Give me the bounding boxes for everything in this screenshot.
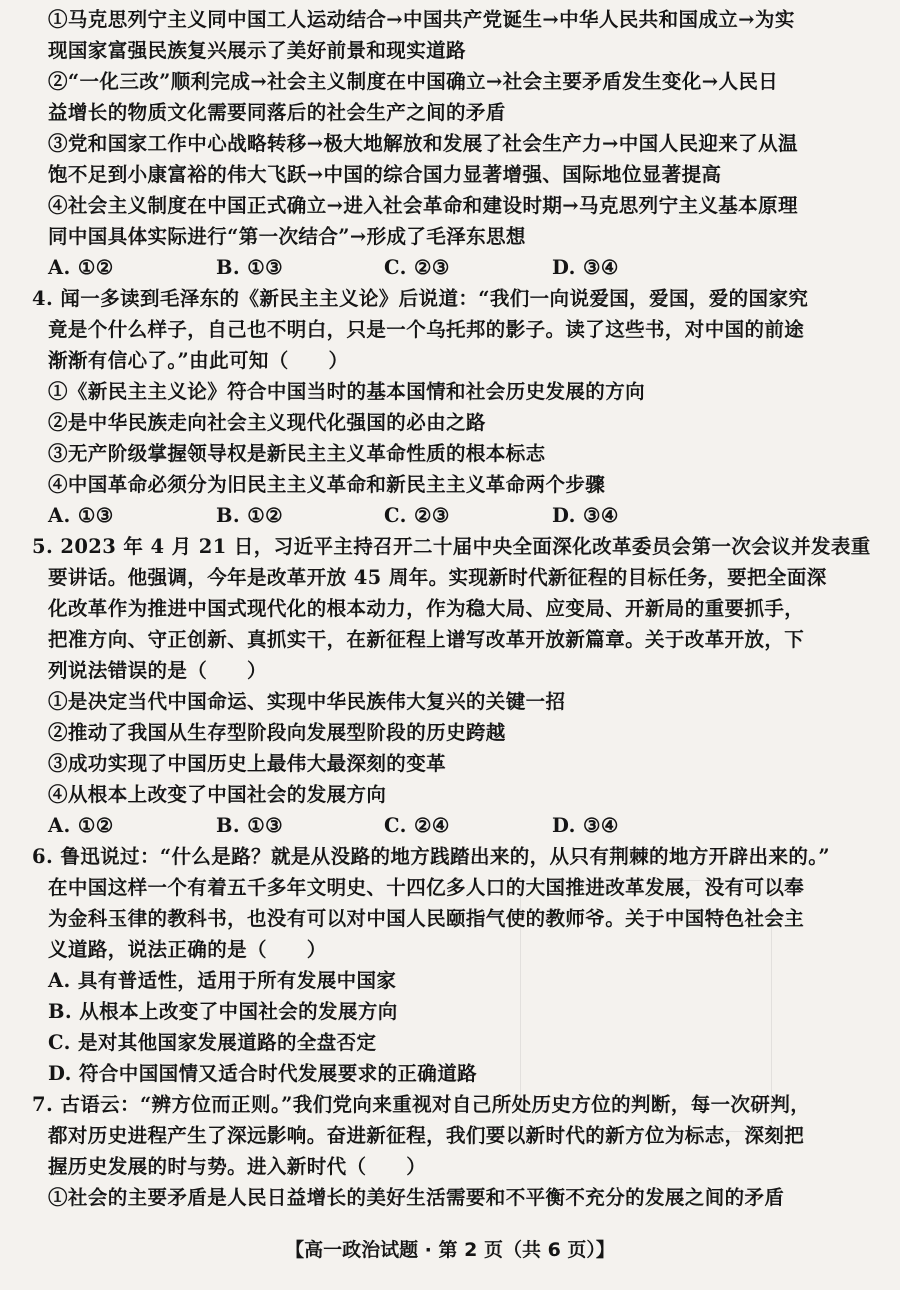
q5-stem-line: 化改革作为推进中国式现代化的根本动力，作为稳大局、应变局、开新局的重要抓手， [48,597,805,620]
q3-item-line: ②“一化三改”顺利完成→社会主义制度在中国确立→社会主要矛盾发生变化→人民日 [48,70,779,93]
q6-stem-line: 义道路，说法正确的是（ ） [48,938,327,961]
q3-option-c[interactable]: C. ②③ [384,256,450,279]
q3-item-line: ④社会主义制度在中国正式确立→进入社会革命和建设时期→马克思列宁主义基本原理 [48,194,798,217]
q3-item-line: 饱不足到小康富裕的伟大飞跃→中国的综合国力显著增强、国际地位显著提高 [48,163,722,186]
q7-stem-line: 7. 古语云：“辨方位而正则。”我们党向来重视对自己所处历史方位的判断，每一次研判， [32,1093,811,1116]
page-footer: 【高一政治试题 · 第 2 页（共 6 页）】 [285,1239,615,1261]
q5-option-c[interactable]: C. ②④ [384,814,450,837]
q3-item-line: ③党和国家工作中心战略转移→极大地解放和发展了社会生产力→中国人民迎来了从温 [48,132,798,155]
q5-stem-line: 把准方向、守正创新、真抓实干，在新征程上谱写改革开放新篇章。关于改革开放，下 [48,628,805,651]
q4-stem-line: 4. 闻一多读到毛泽东的《新民主主义论》后说道：“我们一向说爱国，爱国，爱的国家究 [32,287,809,310]
q4-stem-line: 渐渐有信心了。”由此可知（ ） [48,349,349,372]
q6-stem-line: 6. 鲁迅说过：“什么是路？就是从没路的地方践踏出来的，从只有荆棘的地方开辟出来的。” [32,845,831,868]
q5-stem-line: 5. 2023 年 4 月 21 日，习近平主持召开二十届中央全面深化改革委员会第一次会议并发表重 [32,535,871,558]
q3-item-line: 益增长的物质文化需要同落后的社会生产之间的矛盾 [48,101,506,124]
q5-item-line: ②推动了我国从生存型阶段向发展型阶段的历史跨越 [48,721,506,744]
q3-item-line: ①马克思列宁主义同中国工人运动结合→中国共产党诞生→中华人民共和国成立→为实 [48,8,795,31]
q7-item-line: ①社会的主要矛盾是人民日益增长的美好生活需要和不平衡不充分的发展之间的矛盾 [48,1186,785,1209]
q6-option-d[interactable]: D. 符合中国国情又适合时代发展要求的正确道路 [48,1062,477,1085]
q3-item-line: 现国家富强民族复兴展示了美好前景和现实道路 [48,39,466,62]
q4-options [48,502,619,530]
q6-option-b[interactable]: B. 从根本上改变了中国社会的发展方向 [48,1000,398,1023]
q3-option-a[interactable]: A. ①② [48,256,114,279]
q5-item-line: ①是决定当代中国命运、实现中华民族伟大复兴的关键一招 [48,690,566,713]
q4-option-d[interactable]: D. ③④ [552,504,619,527]
q3-options [48,254,619,282]
q4-option-a[interactable]: A. ①③ [48,504,114,527]
q6-stem-line: 为金科玉律的教科书，也没有可以对中国人民颐指气使的教师爷。关于中国特色社会主 [48,907,805,930]
q4-item-line: ①《新民主主义论》符合中国当时的基本国情和社会历史发展的方向 [48,380,646,403]
q5-option-a[interactable]: A. ①② [48,814,114,837]
q5-item-line: ③成功实现了中国历史上最伟大最深刻的变革 [48,752,447,775]
q5-stem-line: 要讲话。他强调，今年是改革开放 45 周年。实现新时代新征程的目标任务，要把全面深 [48,566,827,589]
q3-item-line: 同中国具体实际进行“第一次结合”→形成了毛泽东思想 [48,225,526,248]
q4-option-b[interactable]: B. ①② [216,504,284,527]
q6-option-c[interactable]: C. 是对其他国家发展道路的全盘否定 [48,1031,377,1054]
q5-item-line: ④从根本上改变了中国社会的发展方向 [48,783,387,806]
q6-option-a[interactable]: A. 具有普适性，适用于所有发展中国家 [48,969,397,992]
q5-option-d[interactable]: D. ③④ [552,814,619,837]
q4-item-line: ④中国革命必须分为旧民主主义革命和新民主主义革命两个步骤 [48,473,606,496]
q4-stem-line: 竟是个什么样子，自己也不明白，只是一个乌托邦的影子。读了这些书，对中国的前途 [48,318,805,341]
q5-stem-line: 列说法错误的是（ ） [48,659,267,682]
q7-stem-line: 都对历史进程产生了深远影响。奋进新征程，我们要以新时代的新方位为标志，深刻把 [48,1124,805,1147]
q4-item-line: ③无产阶级掌握领导权是新民主主义革命性质的根本标志 [48,442,546,465]
q3-option-b[interactable]: B. ①③ [216,256,284,279]
q6-stem-line: 在中国这样一个有着五千多年文明史、十四亿多人口的大国推进改革发展，没有可以奉 [48,876,805,899]
q3-option-d[interactable]: D. ③④ [552,256,619,279]
q5-option-b[interactable]: B. ①③ [216,814,284,837]
q5-options [48,812,619,840]
q4-item-line: ②是中华民族走向社会主义现代化强国的必由之路 [48,411,486,434]
q4-option-c[interactable]: C. ②③ [384,504,450,527]
q7-stem-line: 握历史发展的时与势。进入新时代（ ） [48,1155,427,1178]
